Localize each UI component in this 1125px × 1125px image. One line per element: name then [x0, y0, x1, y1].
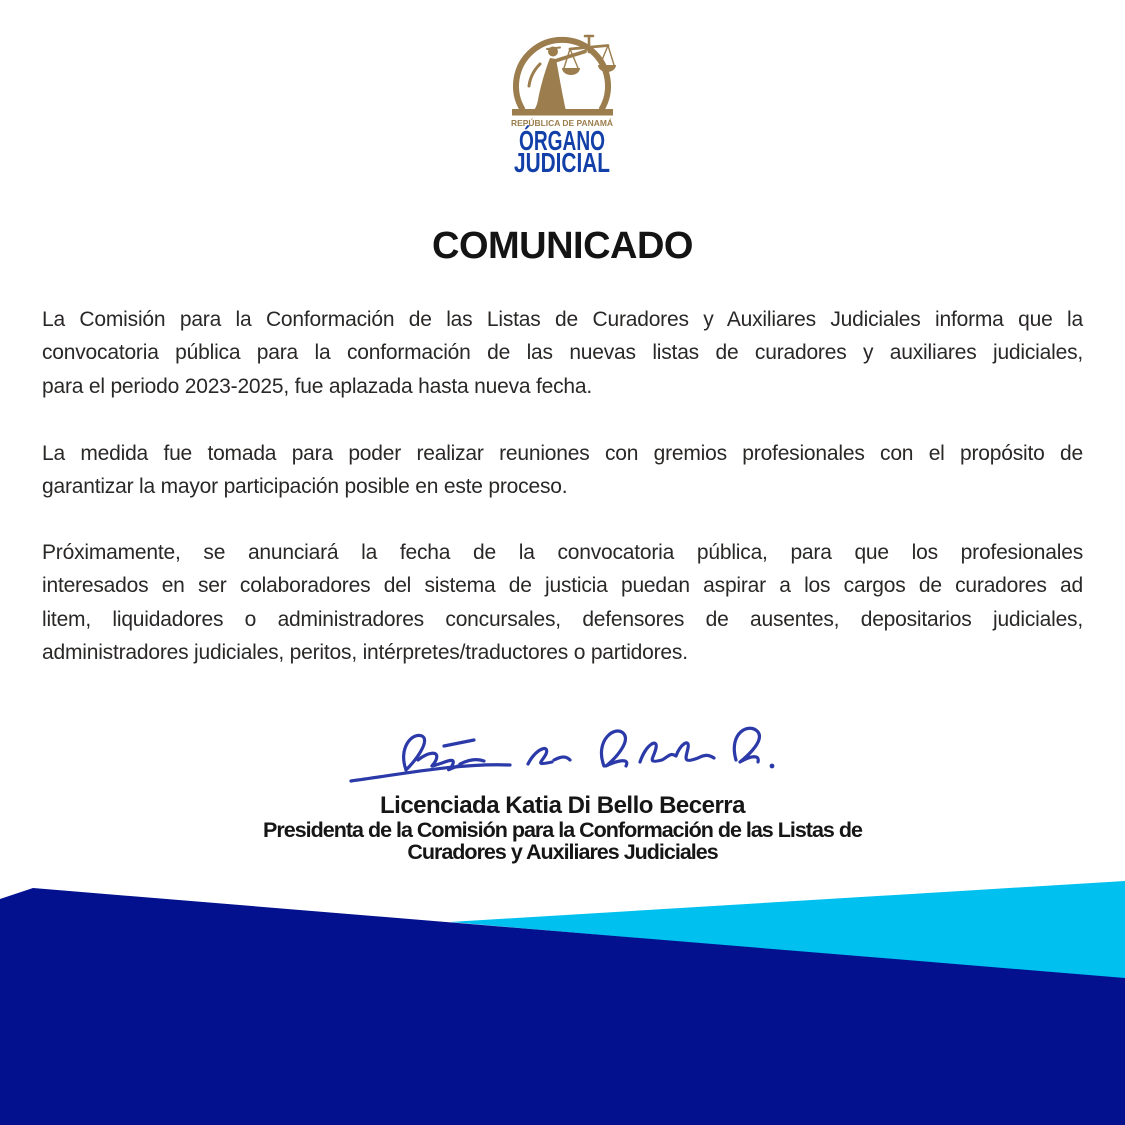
logo-country-label: REPÚBLICA DE PANAMÁ [511, 118, 614, 128]
paragraph-2 [42, 437, 1083, 504]
paragraph-line: garantizar la mayor participación posible en este proceso. [42, 475, 568, 499]
logo-org-name-line1: ÓRGANO [519, 125, 605, 156]
paragraph-1 [42, 303, 1083, 403]
judicial-logo [462, 30, 662, 178]
handwritten-signature [348, 720, 778, 794]
paragraph-line: La medida fue tomada para poder realizar reuniones con gremios profesionales con el propósito de [42, 442, 1083, 465]
communique-title: COMUNICADO [432, 225, 693, 267]
paragraph-line: Próximamente, se anunciará la fecha de la convocatoria pública, para que los profesionales [42, 541, 1083, 564]
signer-role-line2: Curadores y Auxiliares Judiciales [407, 840, 718, 864]
paragraph-line: interesados en ser colaboradores del sistema de justicia puedan aspirar a los cargos de curadores ad [42, 574, 1083, 598]
scales-of-justice-icon [512, 36, 616, 116]
signer-role-line1: Presidenta de la Comisión para la Conformación de las Listas de [263, 818, 862, 842]
signer-name: Licenciada Katia Di Bello Becerra [380, 792, 745, 819]
footer-decoration [0, 860, 1125, 1125]
paragraph-line: La Comisión para la Conformación de las Listas de Curadores y Auxiliares Judiciales informa que la [42, 308, 1083, 331]
paragraph-line: convocatoria pública para la conformación de las nuevas listas de curadores y auxiliares judiciales, [42, 341, 1083, 365]
paragraph-3 [42, 536, 1083, 670]
paragraph-line: administradores judiciales, peritos, intérpretes/traductores o partidores. [42, 641, 688, 665]
paragraph-line: para el periodo 2023-2025, fue aplazada hasta nueva fecha. [42, 374, 592, 398]
logo-org-name-line2: JUDICIAL [514, 147, 610, 178]
paragraph-line: litem, liquidadores o administradores concursales, defensores de ausentes, depositarios judiciales, [42, 607, 1083, 631]
